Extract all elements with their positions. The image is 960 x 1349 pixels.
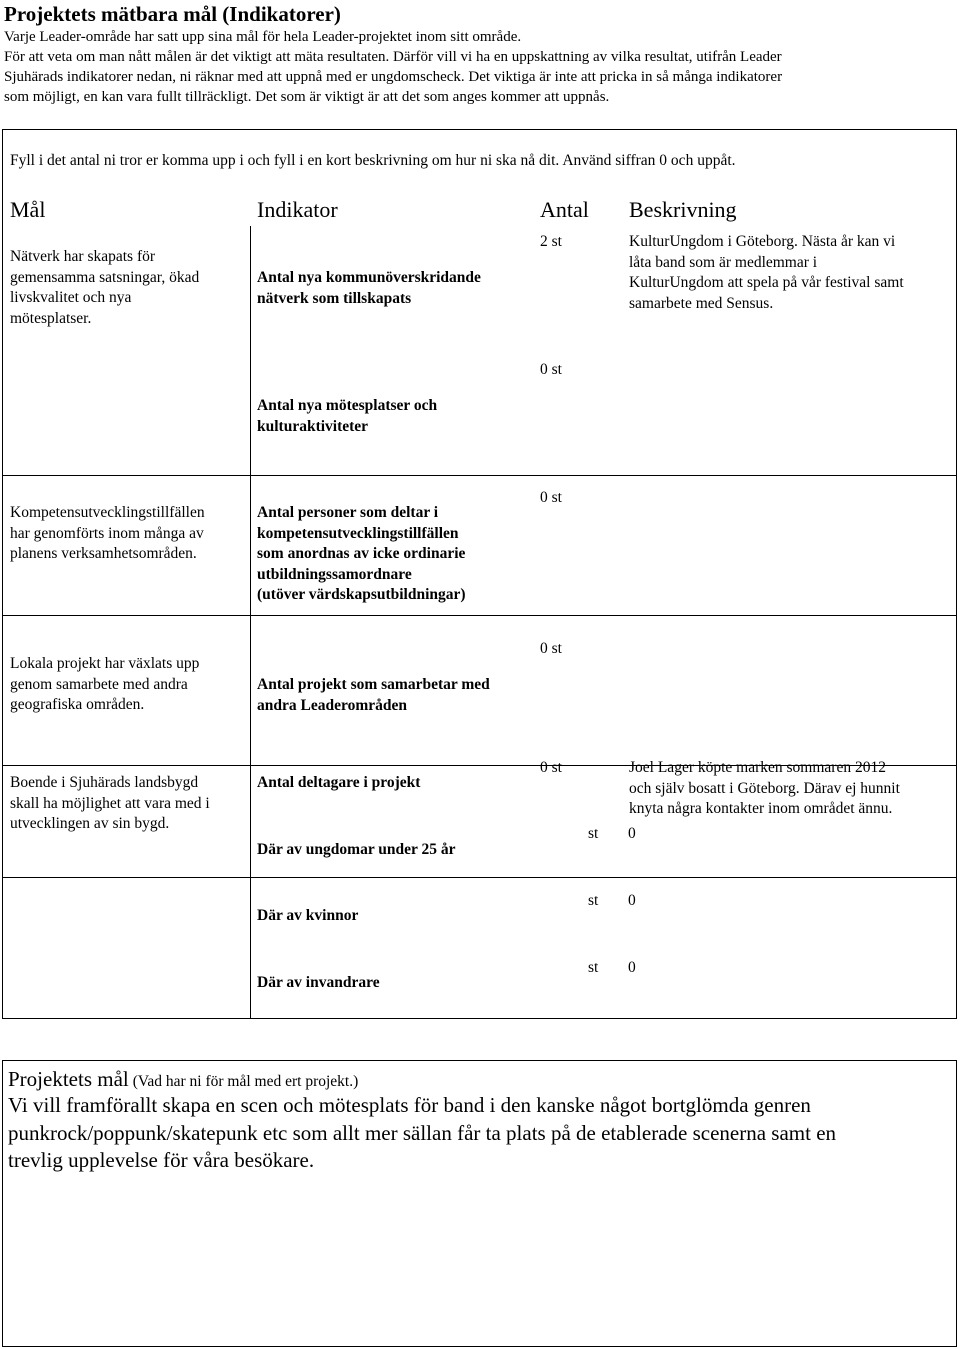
indicator-cell: Antal deltagare i projekt — [257, 774, 421, 791]
goal-line: Kompetensutvecklingstillfällen — [10, 504, 205, 521]
description-line: samarbete med Sensus. — [629, 294, 774, 312]
sub-indicator-value[interactable]: 0 — [628, 825, 636, 842]
goal-line: planens verksamhetsområden. — [10, 545, 197, 562]
count-value[interactable]: 0 st — [540, 759, 562, 776]
goal-line: Boende i Sjuhärads landsbygd — [10, 774, 199, 791]
description-line: KulturUngdom i Göteborg. Nästa år kan vi — [629, 233, 896, 250]
goal-cell — [10, 654, 199, 716]
sub-indicator-value[interactable]: 0 — [628, 959, 636, 976]
indicator-line: Antal nya kommunöverskridande — [257, 269, 481, 286]
goal-cell — [10, 503, 205, 565]
intro-line: Varje Leader-område har satt upp sina mål för hela Leader-projektet inom sitt område. — [4, 29, 522, 45]
indicator-line: Antal personer som deltar i — [257, 504, 439, 521]
indicator-line: andra Leaderområden — [257, 696, 407, 714]
project-goals-subtitle: (Vad har ni för mål med ert projekt.) — [132, 1073, 359, 1090]
indicator-line: som anordnas av icke ordinarie — [257, 545, 466, 562]
goal-line: genom samarbete med andra — [10, 675, 188, 693]
column-header-mal: Mål — [10, 197, 46, 222]
project-goals-text — [8, 1092, 953, 1175]
project-goals-title: Projektets mål — [8, 1067, 129, 1091]
description-line: KulturUngdom att spela på vår festival samt — [629, 274, 904, 291]
project-goals-line: Vi vill framförallt skapa en scen och mötesplats för band i den kanske något bortglömda genren — [8, 1093, 811, 1117]
goal-line: skall ha möjlighet att vara med i — [10, 794, 210, 812]
goal-line: Nätverk har skapats för — [10, 248, 156, 265]
goal-line: geografiska områden. — [10, 696, 145, 713]
goal-cell — [10, 773, 210, 835]
indicator-cell — [257, 268, 481, 309]
column-divider — [250, 226, 251, 1019]
description-cell[interactable] — [629, 758, 900, 820]
description-line: låta band som är medlemmar i — [629, 253, 818, 271]
description-line: knyta några kontakter inom området ännu. — [629, 800, 893, 817]
goal-cell — [10, 247, 199, 329]
goal-line: utvecklingen av sin bygd. — [10, 815, 170, 832]
column-header-beskrivning: Beskrivning — [629, 197, 737, 222]
count-value[interactable]: 2 st — [540, 233, 562, 250]
sub-indicator-unit: st — [588, 892, 599, 909]
goal-line: mötesplatser. — [10, 309, 92, 327]
goal-line: Lokala projekt har växlats upp — [10, 655, 200, 672]
indicator-line: kompetensutvecklingstillfällen — [257, 524, 459, 542]
indicator-line: (utöver värdskapsutbildningar) — [257, 586, 466, 603]
row-divider — [3, 615, 956, 616]
row-divider — [3, 877, 956, 878]
row-divider — [3, 475, 956, 476]
indicator-cell — [257, 396, 437, 437]
intro-line: För att veta om man nått målen är det viktigt att mäta resultaten. Därför vill vi ha en uppskattning av vilka resultat, utifrån Leader — [4, 49, 782, 65]
goal-line: gemensamma satsningar, ökad — [10, 268, 200, 286]
indicator-cell — [257, 675, 490, 716]
intro-text — [4, 27, 954, 107]
indicator-line: nätverk som tillskapats — [257, 289, 412, 307]
count-value[interactable]: 0 st — [540, 361, 562, 378]
indicator-cell — [257, 503, 466, 606]
indicator-line: kulturaktiviteter — [257, 417, 369, 435]
indicator-line: utbildningssamordnare — [257, 565, 412, 583]
page-title: Projektets mätbara mål (Indikatorer) — [4, 2, 341, 26]
project-goals-heading — [8, 1068, 358, 1093]
goal-line: livskvalitet och nya — [10, 289, 132, 306]
indicator-line: Antal nya mötesplatser och — [257, 397, 438, 414]
project-goals-line: punkrock/poppunk/skatepunk etc som allt mer sällan får ta plats på de etablerade scenerna samt en — [8, 1120, 837, 1145]
sub-indicator-label: Där av invandrare — [257, 974, 380, 991]
column-header-antal: Antal — [540, 197, 589, 222]
count-value[interactable]: 0 st — [540, 489, 562, 506]
count-value[interactable]: 0 st — [540, 640, 562, 657]
description-cell[interactable] — [629, 232, 904, 314]
intro-line: som möjligt, en kan vara fullt tillräckligt. Det som är viktigt är att det som anges kommer att uppnås. — [4, 89, 610, 105]
sub-indicator-label: Där av kvinnor — [257, 907, 359, 924]
indicator-line: Antal projekt som samarbetar med — [257, 676, 490, 693]
project-goals-line: trevlig upplevelse för våra besökare. — [8, 1148, 315, 1172]
sub-indicator-label: Där av ungdomar under 25 år — [257, 841, 456, 858]
intro-line: Sjuhärads indikatorer nedan, ni räknar med att uppnå med er ungdomscheck. Det viktiga är inte att pricka in så många indikatorer — [4, 69, 783, 85]
description-line: Joel Lager köpte marken sommaren 2012 — [629, 759, 886, 776]
sub-indicator-value[interactable]: 0 — [628, 892, 636, 909]
description-line: och själv bosatt i Göteborg. Därav ej hunnit — [629, 779, 900, 797]
sub-indicator-unit: st — [588, 959, 599, 976]
sub-indicator-unit: st — [588, 825, 599, 842]
goal-line: har genomförts inom många av — [10, 524, 204, 542]
form-instruction: Fyll i det antal ni tror er komma upp i och fyll i en kort beskrivning om hur ni ska nå dit. Använd siffran 0 och uppåt. — [10, 152, 736, 169]
column-header-indikator: Indikator — [257, 197, 338, 222]
